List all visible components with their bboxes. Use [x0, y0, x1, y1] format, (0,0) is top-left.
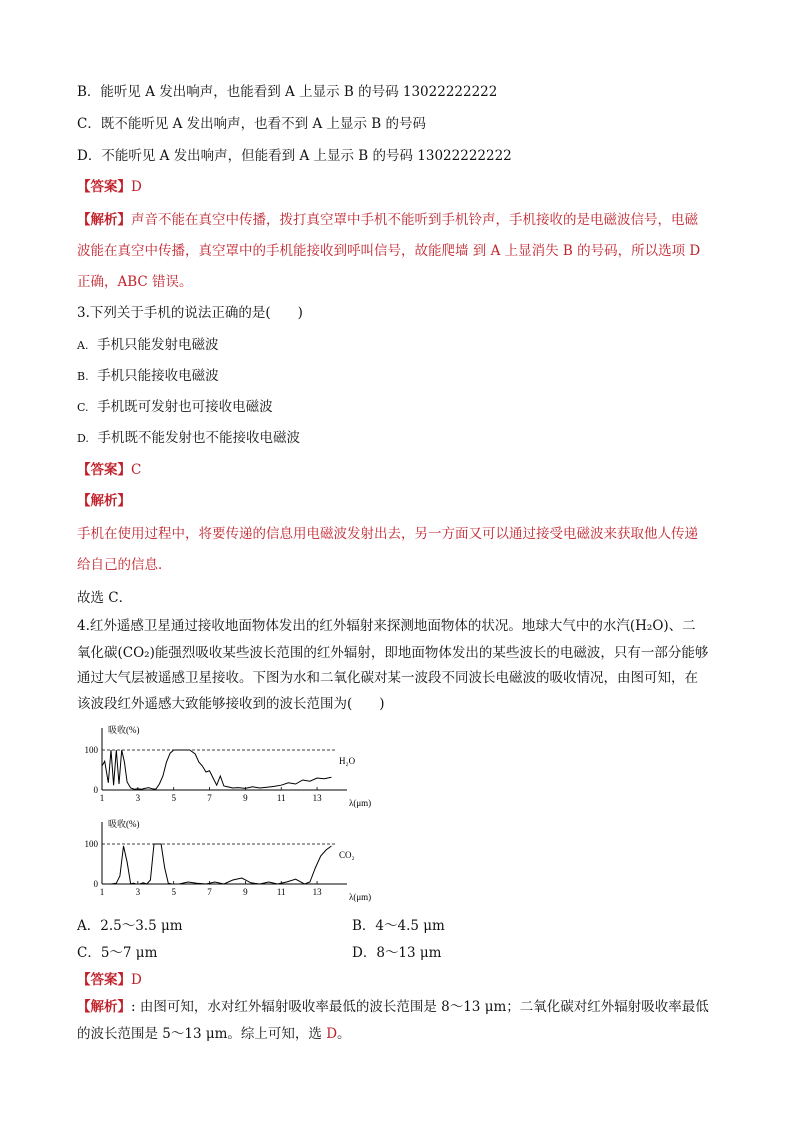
q4-option-b: B．4～4.5 μm [352, 918, 445, 934]
y-axis-label: 吸收(%) [108, 725, 140, 735]
x-tick-label: 7 [207, 793, 212, 803]
option-label: C. [77, 401, 89, 414]
x-tick-label: 11 [276, 887, 286, 897]
analysis-tag: 【解析】 [77, 999, 131, 1015]
q2-option-c: C．既不能听见 A 发出响声，也看不到 A 上显示 B 的号码 [77, 116, 426, 132]
y-tick-label: 100 [84, 745, 98, 755]
absorption-curve [102, 844, 331, 884]
q3-answer-line [77, 460, 141, 480]
option-label: B. [77, 370, 89, 383]
q4-stem-line-2: 氧化碳(CO₂)能强烈吸收某些波长范围的红外辐射，即地面物体发出的某些波长的电磁波，只有一部分能够 [77, 645, 709, 661]
q4-option-d: D．8～13 μm [352, 945, 442, 961]
q2-analysis-line-1 [77, 210, 698, 230]
answer-tag: 【答案】 [77, 972, 131, 988]
q4-option-c: C．5～7 μm [77, 945, 158, 961]
x-tick-label: 5 [171, 887, 176, 897]
answer-value: C [131, 462, 142, 478]
q4-analysis-line-1 [77, 997, 709, 1017]
answer-value: D [131, 179, 142, 195]
analysis-tag: 【解析】 [77, 212, 131, 228]
x-axis-label: λ(μm) [349, 892, 372, 902]
analysis-tag: 【解析】 [77, 493, 131, 509]
x-tick-label: 7 [207, 887, 212, 897]
x-tick-label: 13 [312, 793, 322, 803]
x-tick-label: 3 [135, 793, 141, 803]
analysis-answer: D [326, 1026, 338, 1042]
series-label: CO₂ [339, 850, 355, 860]
analysis-text: 的波长范围是 5～13 μm。综上可知，选 [77, 1026, 327, 1042]
x-tick-label: 13 [312, 887, 322, 897]
q2-option-d: D．不能听见 A 发出响声，但能看到 A 上显示 B 的号码 13022222222 [77, 148, 512, 164]
co2-absorption-chart [80, 816, 390, 908]
q3-analysis-line-2: 给自己的信息． [77, 557, 172, 573]
q3-option-c [77, 397, 273, 418]
x-tick-label: 11 [276, 793, 286, 803]
option-text: 手机既不能发射也不能接收电磁波 [97, 430, 301, 446]
option-text: 手机既可发射也可接收电磁波 [97, 399, 273, 415]
x-tick-label: 3 [135, 887, 141, 897]
q2-analysis-line-3: 正确，ABC 错误。 [77, 274, 193, 290]
answer-tag: 【答案】 [77, 462, 131, 478]
y-tick-label: 100 [84, 839, 98, 849]
answer-tag: 【答案】 [77, 179, 131, 195]
q4-answer-line [77, 970, 142, 990]
x-tick-label: 1 [99, 887, 105, 897]
absorption-curve [102, 750, 331, 789]
x-tick-label: 9 [243, 793, 248, 803]
y-tick-label: 0 [93, 879, 98, 889]
q2-answer-line [77, 177, 142, 197]
q3-conclusion: 故选 C． [77, 590, 133, 606]
y-tick-label: 0 [93, 785, 98, 795]
q4-stem-line-4: 该波段红外遥感大致能够接收到的波长范围为( ) [77, 696, 385, 712]
option-text: 手机只能接收电磁波 [97, 368, 219, 384]
q4-analysis-line-2 [77, 1024, 351, 1044]
q3-stem: 3.下列关于手机的说法正确的是( ) [77, 305, 303, 321]
option-label: D. [77, 432, 89, 445]
x-tick-label: 1 [99, 793, 105, 803]
q2-option-b: B．能听见 A 发出响声，也能看到 A 上显示 B 的号码 13022222222 [77, 84, 498, 100]
q4-stem-line-3: 通过大气层被遥感卫星接收。下图为水和二氧化碳对某一波段不同波长电磁波的吸收情况，由图可知，在 [77, 670, 698, 686]
option-text: 手机只能发射电磁波 [97, 337, 219, 353]
option-label: A. [77, 339, 89, 352]
x-axis-label: λ(μm) [349, 798, 372, 808]
x-tick-label: 9 [243, 887, 248, 897]
q3-analysis-line-1: 手机在使用过程中，将要传递的信息用电磁波发射出去，另一方面又可以通过接受电磁波来获取他人传递 [77, 526, 698, 542]
q3-analysis-tag-line [77, 491, 131, 511]
q3-option-d [77, 428, 300, 449]
q2-analysis-line-2: 波能在真空中传播，真空罩中的手机能接收到呼叫信号，故能爬墙 到 A 上显消失 B 的号码，所以选项 D [77, 243, 701, 259]
analysis-text-end: 。 [337, 1026, 351, 1042]
q4-stem-line-1: 4.红外遥感卫星通过接收地面物体发出的红外辐射来探测地面物体的状况。地球大气中的水汽(H₂O)、二 [77, 618, 696, 634]
h2o-absorption-chart [80, 722, 390, 814]
analysis-text: 声音不能在真空中传播，拨打真空罩中手机不能听到手机铃声，手机接收的是电磁波信号，电磁 [131, 212, 698, 228]
q3-option-b [77, 366, 219, 387]
series-label: H₂O [339, 756, 356, 766]
x-tick-label: 5 [171, 793, 176, 803]
y-axis-label: 吸收(%) [108, 819, 140, 829]
analysis-text: : 由图可知，水对红外辐射吸收率最低的波长范围是 8～13 μm；二氧化碳对红外辐射吸收率最低 [131, 999, 709, 1015]
answer-value: D [131, 972, 142, 988]
q4-option-a: A．2.5～3.5 μm [77, 918, 183, 934]
q3-option-a [77, 335, 219, 356]
